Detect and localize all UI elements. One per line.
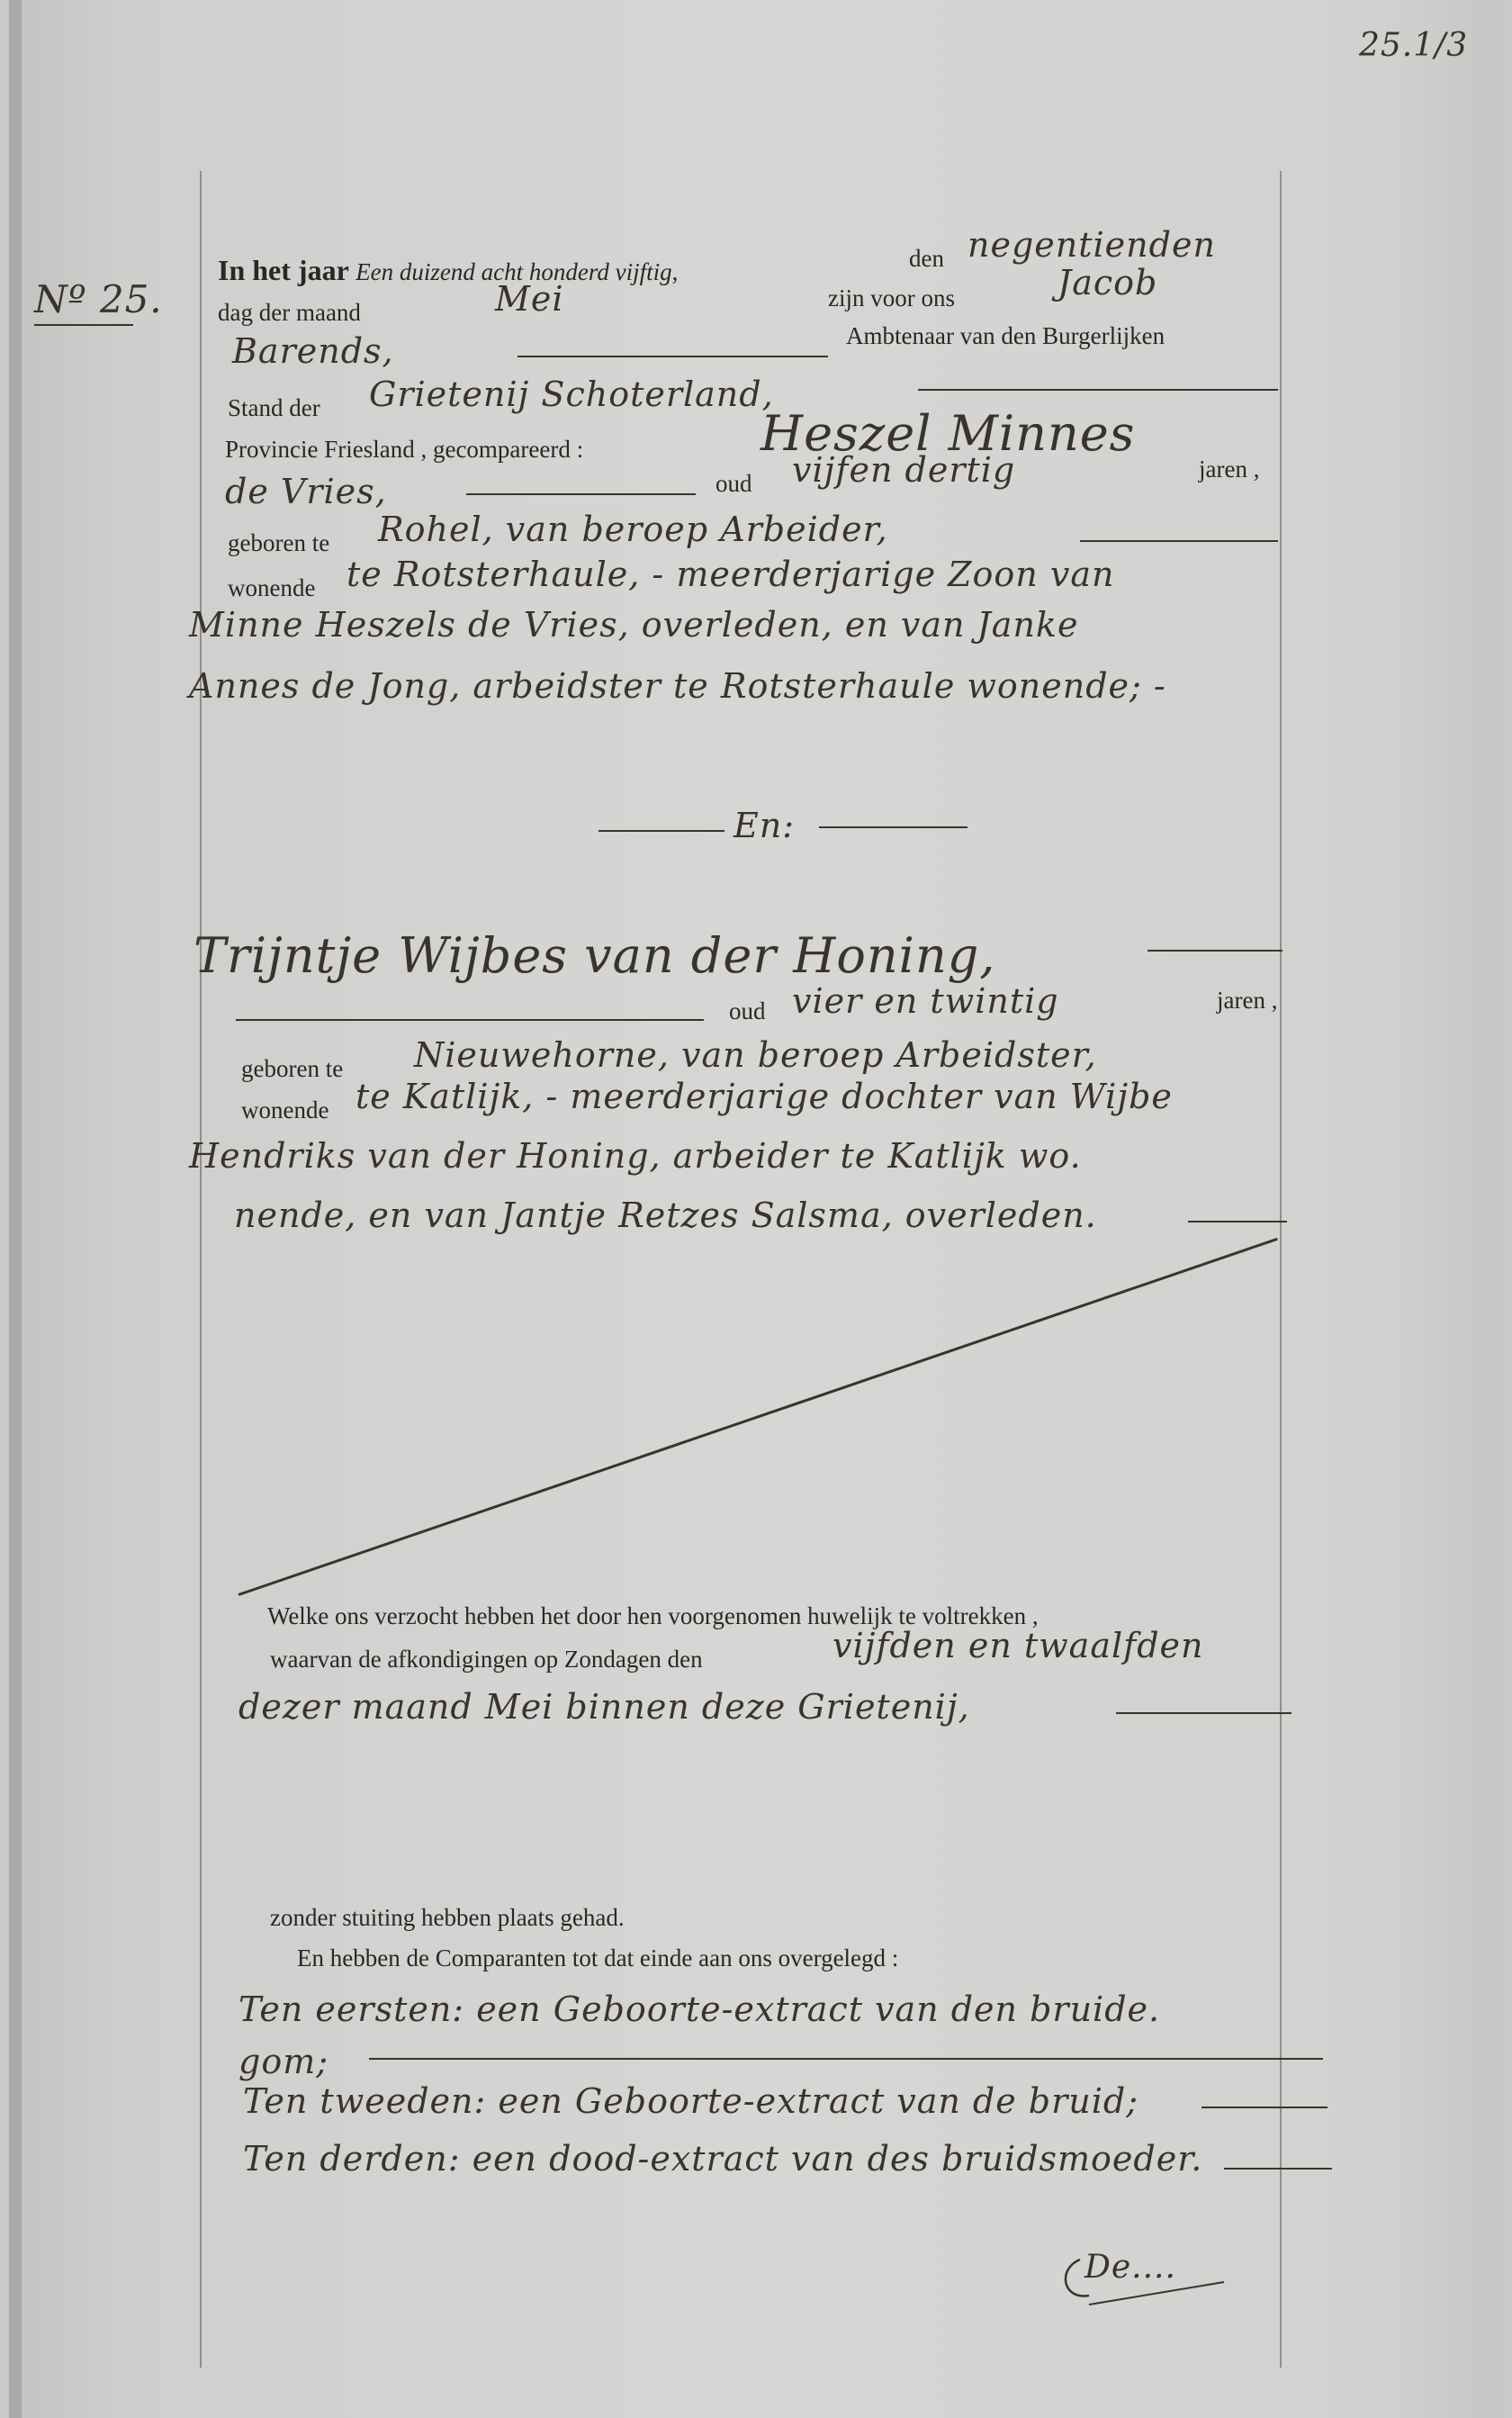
- printed-intro: In het jaar Een duizend acht honderd vijftig,: [218, 254, 679, 286]
- fill-dash: [1224, 2168, 1332, 2170]
- folio-number: 25.1/3: [1359, 27, 1469, 64]
- fill-dash: [918, 389, 1278, 391]
- fill-dash: [1148, 950, 1282, 952]
- left-margin-rule: [200, 171, 202, 2368]
- printed-welke: Welke ons verzocht hebben het door hen voorgenomen huwelijk te voltrekken ,: [267, 1602, 1039, 1629]
- register-page: [9, 0, 1503, 2418]
- separator-dash-right: [819, 826, 968, 828]
- cancel-stroke: [238, 1238, 1278, 1596]
- hand-grietenij: Grietenij Schoterland,: [369, 374, 774, 414]
- right-margin-rule: [1280, 171, 1282, 2368]
- fill-dash: [1188, 1221, 1287, 1223]
- hand-document-1a: Ten eersten: een Geboorte-extract van den bruide.: [238, 1989, 1161, 2029]
- hand-document-1b: gom;: [238, 2042, 329, 2081]
- fill-dash: [369, 2058, 1323, 2060]
- hand-official-first: Jacob: [1058, 263, 1158, 302]
- printed-ambtenaar: Ambtenaar van den Burgerlijken: [846, 322, 1166, 349]
- fill-dash: [466, 493, 696, 495]
- printed-geboren-te-1: geboren te: [228, 529, 330, 556]
- printed-stand-der: Stand der: [228, 394, 320, 421]
- hand-groom-father: Minne Heszels de Vries, overleden, en van Janke: [189, 605, 1079, 645]
- hand-groom-surname: de Vries,: [225, 472, 387, 511]
- hand-bride-mother: nende, en van Jantje Retzes Salsma, overleden.: [234, 1195, 1097, 1235]
- fill-dash: [236, 1019, 704, 1021]
- printed-jaren-2: jaren ,: [1217, 987, 1278, 1014]
- fill-dash: [1202, 2107, 1328, 2108]
- printed-en-hebben: En hebben de Comparanten tot dat einde aan ons overgelegd :: [297, 1944, 899, 1971]
- hand-document-3: Ten derden: een dood-extract van des bruidsmoeder.: [243, 2139, 1203, 2179]
- printed-provincie: Provincie Friesland , gecompareerd :: [225, 436, 584, 463]
- hand-en: En:: [734, 806, 796, 845]
- hand-month: Mei: [495, 279, 564, 319]
- catchword-flourish: [1053, 2242, 1233, 2314]
- act-number: Nº 25.: [34, 277, 163, 321]
- hand-bride-age: vier en twintig: [792, 981, 1059, 1021]
- printed-den: den: [909, 245, 944, 272]
- hand-groom-name: Heszel Minnes: [760, 405, 1136, 462]
- hand-bride-residence: te Katlijk, - meerderjarige dochter van Wijbe: [356, 1077, 1173, 1116]
- hand-banns-dates: vijfden en twaalfden: [832, 1626, 1204, 1665]
- printed-zonder: zonder stuiting hebben plaats gehad.: [270, 1904, 625, 1931]
- hand-groom-residence: te Rotsterhaule, - meerderjarige Zoon van: [346, 555, 1115, 594]
- catchword: De....: [1084, 2249, 1176, 2286]
- printed-waarvan: waarvan de afkondigingen op Zondagen den: [270, 1646, 703, 1673]
- hand-bride-birth: Nieuwehorne, van beroep Arbeidster,: [414, 1035, 1097, 1075]
- separator-dash-left: [598, 830, 724, 832]
- act-number-underline: [34, 324, 133, 326]
- printed-geboren-te-2: geboren te: [241, 1055, 344, 1082]
- printed-wonende-1: wonende: [228, 574, 316, 601]
- printed-wonende-2: wonende: [241, 1096, 329, 1123]
- hand-bride-father: Hendriks van der Honing, arbeider te Katlijk wo.: [189, 1136, 1082, 1176]
- printed-oud-2: oud: [729, 997, 766, 1024]
- fill-dash: [1116, 1712, 1292, 1714]
- printed-jaren-1: jaren ,: [1199, 456, 1260, 483]
- page-edge: [9, 0, 22, 2418]
- printed-zijn-voor-ons: zijn voor ons: [828, 284, 955, 311]
- hand-groom-mother: Annes de Jong, arbeidster te Rotsterhaule wonende; -: [189, 666, 1166, 706]
- hand-banns-place: dezer maand Mei binnen deze Grietenij,: [238, 1687, 970, 1727]
- printed-dag-der-maand: dag der maand: [218, 299, 361, 326]
- fill-dash: [1080, 540, 1278, 542]
- hand-official-last: Barends,: [232, 331, 394, 371]
- hand-day: negentienden: [968, 225, 1216, 265]
- hand-groom-birth: Rohel, van beroep Arbeider,: [378, 510, 888, 549]
- fill-dash: [518, 356, 828, 357]
- printed-oud-1: oud: [716, 470, 752, 497]
- hand-document-2: Ten tweeden: een Geboorte-extract van de bruid;: [243, 2081, 1139, 2121]
- hand-bride-name: Trijntje Wijbes van der Honing,: [194, 927, 996, 984]
- hand-groom-age: vijfen dertig: [792, 450, 1016, 490]
